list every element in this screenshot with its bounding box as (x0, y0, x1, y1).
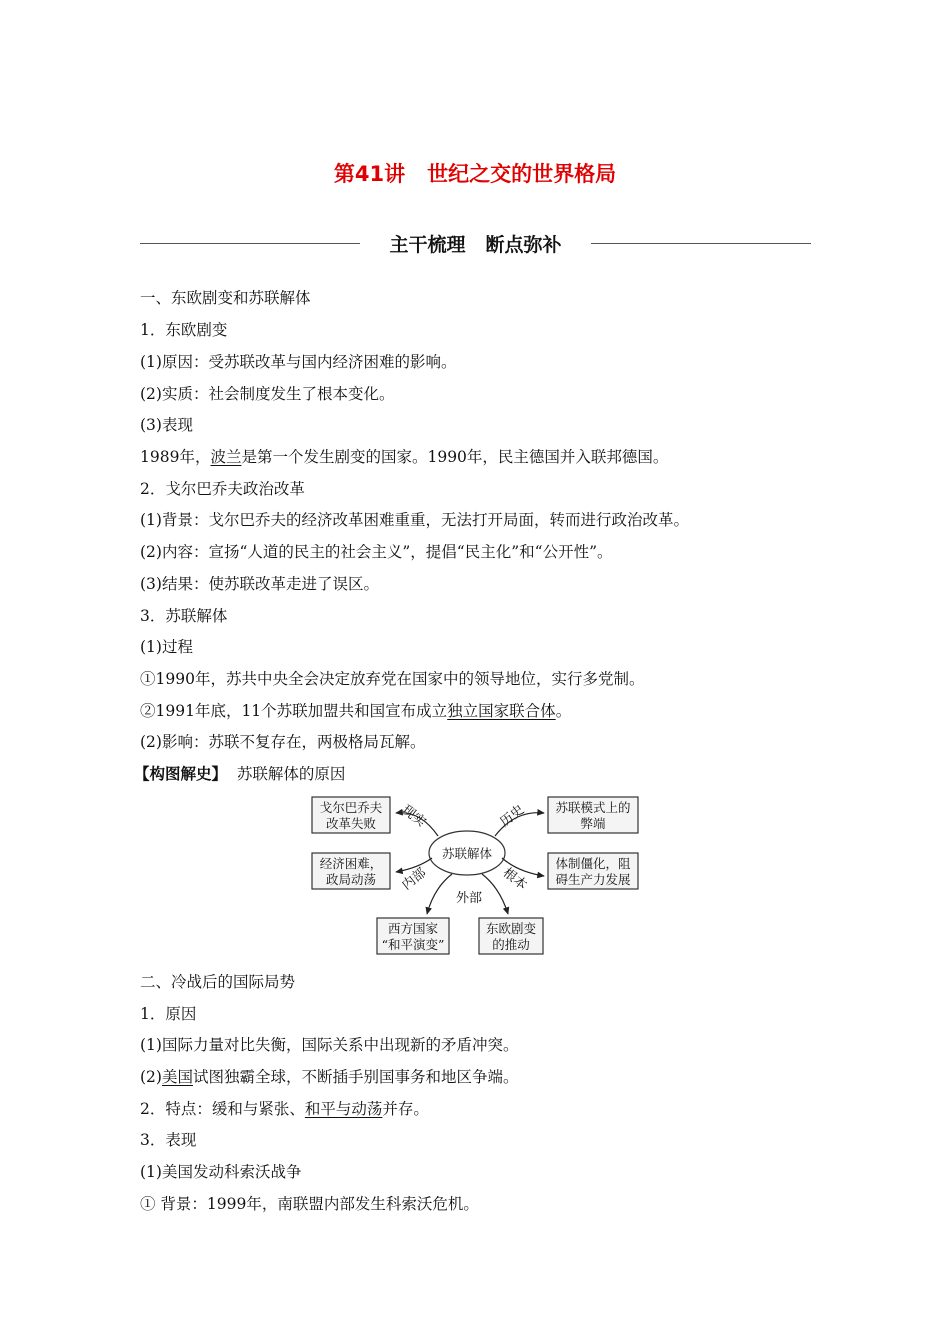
text-segment: 2．特点：缓和与紧张、 (140, 1100, 305, 1118)
box-tr-line1: 苏联模式上的 (555, 800, 631, 815)
s2-heading: 二、冷战后的国际局势 (140, 973, 296, 991)
label-history: 历史 (497, 802, 528, 831)
box-mr-line1: 体制僵化，阻 (555, 856, 631, 871)
s2-sub3-1-a: ① 背景：1999年，南联盟内部发生科索沃危机。 (140, 1195, 479, 1213)
text-segment: ②1991年底，11个苏联加盟共和国宣布成立 (140, 702, 448, 720)
label-reality: 现实 (398, 802, 429, 831)
s2-sub3: 3．表现 (140, 1131, 197, 1149)
box-bl-line1: 西方国家 (387, 921, 439, 936)
text-segment: 试图独霸全球，不断插手别国事务和地区争端。 (192, 1068, 519, 1086)
underlined-term: 和平与动荡 (304, 1100, 383, 1118)
label-internal: 内部 (399, 865, 430, 894)
diagram-heading-text: 苏联解体的原因 (236, 765, 346, 783)
s1-sub2-1: (1)背景：戈尔巴乔夫的经济改革困难重重，无法打开局面，转而进行政治改革。 (140, 511, 689, 529)
underlined-term: 独立国家联合体 (447, 702, 556, 720)
underlined-term: 波兰 (210, 448, 242, 466)
section-header-part2: 断点弥补 (485, 234, 562, 256)
diagram-heading-bracket: 【构图解史】 (134, 764, 228, 783)
underlined-term: 美国 (161, 1068, 193, 1086)
box-tl-line2: 改革失败 (325, 816, 377, 831)
s1-sub1: 1．东欧剧变 (140, 321, 228, 339)
center-label: 苏联解体 (441, 846, 493, 861)
text-segment: 。 (555, 702, 572, 720)
s2-sub3-1: (1)美国发动科索沃战争 (140, 1163, 302, 1181)
s1-sub1-2: (2)实质：社会制度发生了根本变化。 (140, 385, 395, 403)
box-br-line1: 东欧剧变 (485, 921, 537, 936)
s1-sub3-1-a: ①1990年，苏共中央全会决定放弃党在国家中的领导地位，实行多党制。 (140, 670, 645, 688)
s2-sub1-1: (1)国际力量对比失衡，国际关系中出现新的矛盾冲突。 (140, 1036, 519, 1054)
s1-sub2-3: (3)结果：使苏联改革走进了误区。 (140, 575, 379, 593)
label-fundamental: 根本 (499, 865, 530, 894)
box-br-line2: 的推动 (492, 937, 530, 952)
lecture-topic: 世纪之交的世界格局 (427, 162, 617, 186)
s1-sub3: 3．苏联解体 (140, 607, 228, 625)
s1-sub2: 2．戈尔巴乔夫政治改革 (140, 480, 305, 498)
text-segment: (2) (140, 1068, 162, 1086)
text-segment: 是第一个发生剧变的国家。1990年，民主德国并入联邦德国。 (241, 448, 669, 466)
s1-sub3-1: (1)过程 (140, 638, 193, 656)
s1-heading: 一、东欧剧变和苏联解体 (140, 289, 311, 307)
label-external: 外部 (455, 891, 483, 906)
s1-sub3-2: (2)影响：苏联不复存在，两极格局瓦解。 (140, 733, 426, 751)
arrow-bl (427, 874, 452, 914)
box-mr-line2: 碍生产力发展 (555, 872, 631, 887)
s2-sub1: 1．原因 (140, 1005, 197, 1023)
box-tl-line1: 戈尔巴乔夫 (319, 800, 383, 815)
text-segment: 并存。 (382, 1100, 429, 1118)
section-header-part1: 主干梳理 (389, 234, 466, 256)
s2-sub2 (140, 1099, 429, 1119)
text-segment: 1989年， (140, 448, 211, 466)
lecture-number: 第41讲 (333, 162, 406, 186)
s2-sub1-2 (140, 1067, 519, 1087)
box-ml-line2: 政局动荡 (325, 872, 377, 887)
s1-sub1-1: (1)原因：受苏联改革与国内经济困难的影响。 (140, 353, 457, 371)
box-bl-line2: “和平演变” (381, 937, 445, 952)
box-tr-line2: 弊端 (580, 816, 606, 831)
box-ml-line1: 经济困难， (319, 856, 383, 871)
s1-sub1-3: (3)表现 (140, 416, 193, 434)
s1-sub2-2: (2)内容：宣扬“人道的民主的社会主义”，提倡“民主化”和“公开性”。 (140, 543, 613, 561)
